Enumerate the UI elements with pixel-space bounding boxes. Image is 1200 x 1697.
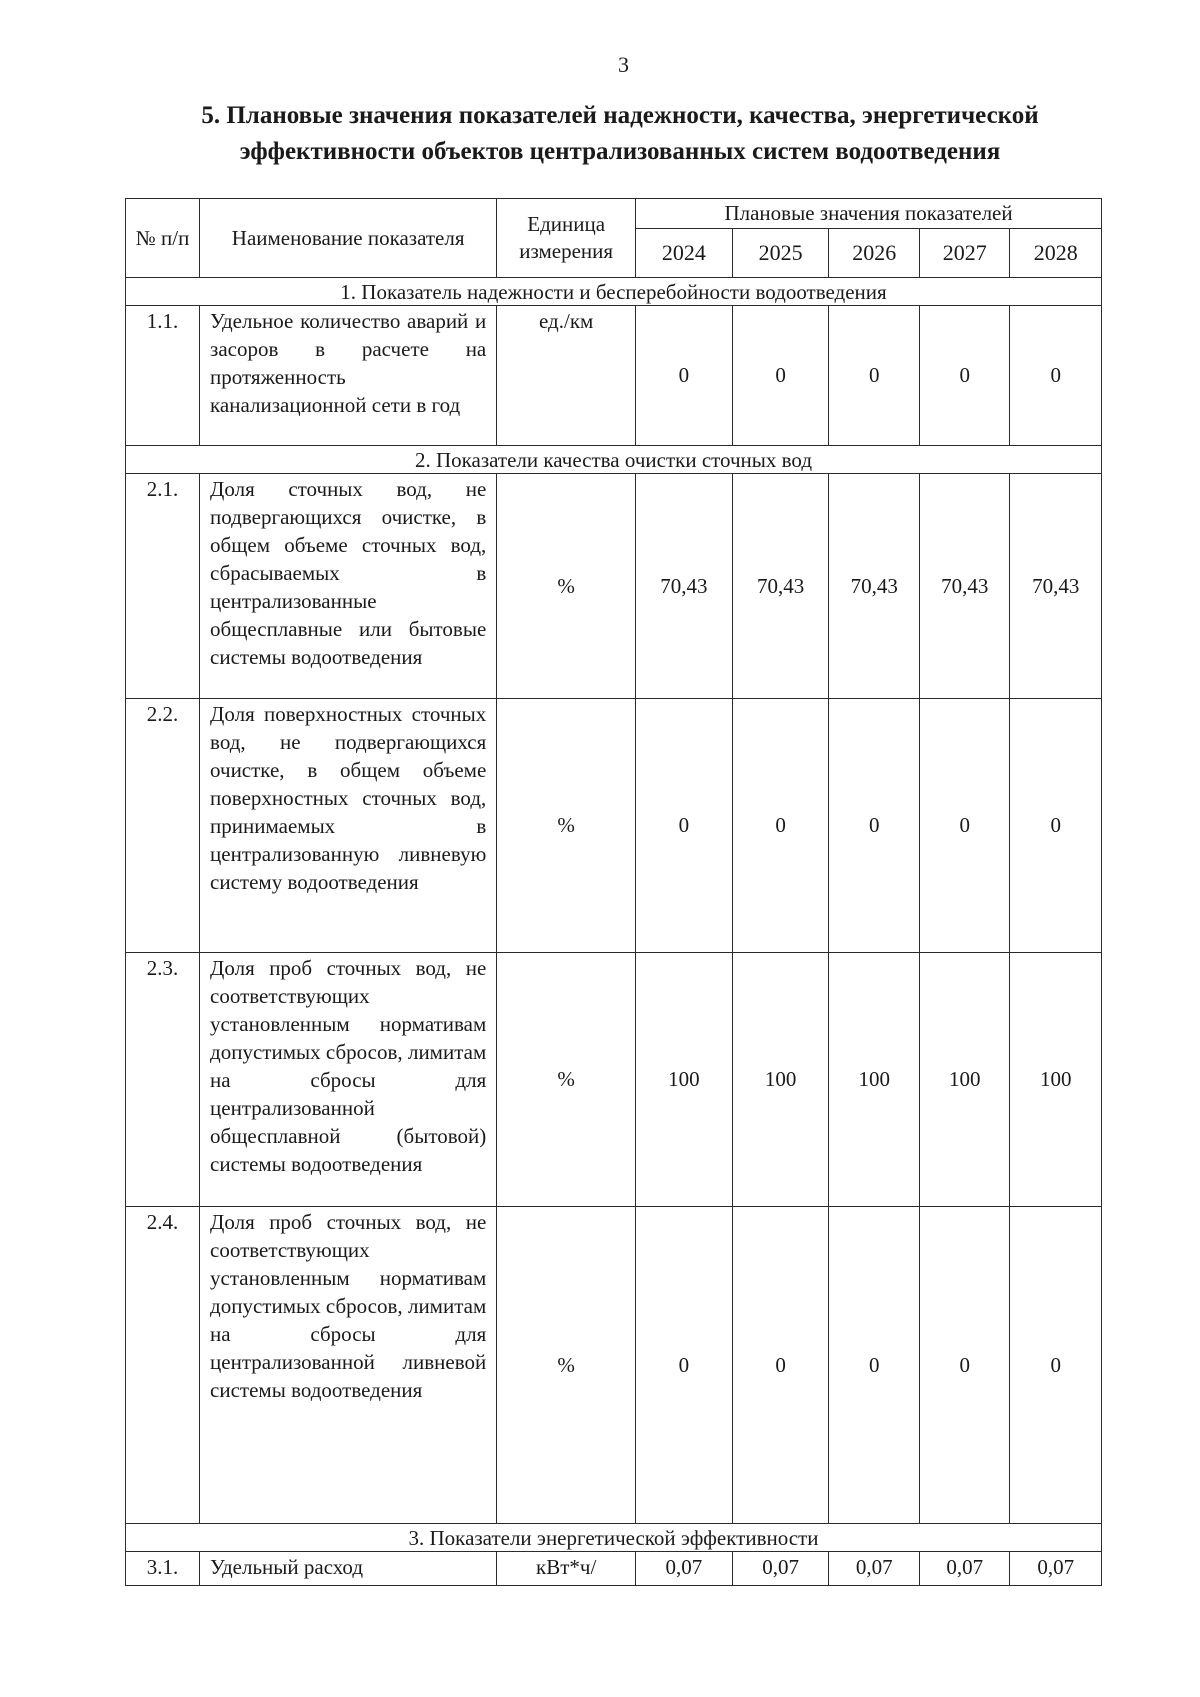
- section-title: 3. Показатели энергетической эффективности: [126, 1524, 1102, 1552]
- value-2026: 0: [829, 306, 920, 446]
- unit-cell: ед./км: [497, 306, 636, 446]
- indicator-name: Доля проб сточных вод, не соответствующих установленным нормативам допустимых сбросов, лимитам на сбросы для централизованной общесплавной (бытовой) системы водоотведения: [200, 953, 497, 1207]
- section-title: 2. Показатели качества очистки сточных вод: [126, 446, 1102, 474]
- value-2026: 0,07: [829, 1552, 920, 1586]
- value-2025: 0: [732, 1207, 829, 1524]
- table-row: [126, 953, 1102, 1207]
- value-2025: 70,43: [732, 474, 829, 699]
- indicator-name: Удельный расход: [200, 1552, 497, 1586]
- row-number: 2.4.: [126, 1207, 200, 1524]
- value-2027: 0: [919, 306, 1010, 446]
- document-title: [110, 98, 1130, 170]
- value-2028: 0: [1010, 1207, 1102, 1524]
- section-row: [126, 1524, 1102, 1552]
- value-2025: 0: [732, 699, 829, 953]
- section-row: [126, 446, 1102, 474]
- indicator-name: Доля проб сточных вод, не соответствующих установленным нормативам допустимых сбросов, лимитам на сбросы для централизованной ливневой системы водоотведения: [200, 1207, 497, 1524]
- header-row-1: [126, 199, 1102, 229]
- value-2025: 0: [732, 306, 829, 446]
- indicator-name: Доля сточных вод, не подвергающихся очистке, в общем объеме сточных вод, сбрасываемых в централизованные общесплавные или бытовые системы водоотведения: [200, 474, 497, 699]
- value-2027: 0,07: [919, 1552, 1010, 1586]
- value-2028: 0,07: [1010, 1552, 1102, 1586]
- header-year-2024: 2024: [636, 229, 733, 278]
- value-2028: 70,43: [1010, 474, 1102, 699]
- table-row: [126, 1552, 1102, 1586]
- header-plan: Плановые значения показателей: [636, 199, 1102, 229]
- value-2027: 100: [919, 953, 1010, 1207]
- value-2027: 0: [919, 699, 1010, 953]
- title-line-2: эффективности объектов централизованных систем водоотведения: [239, 138, 1001, 165]
- value-2026: 0: [829, 699, 920, 953]
- header-num: № п/п: [126, 199, 200, 278]
- row-number: 3.1.: [126, 1552, 200, 1586]
- value-2024: 0: [636, 699, 733, 953]
- table-row: [126, 306, 1102, 446]
- row-number: 2.2.: [126, 699, 200, 953]
- header-year-2027: 2027: [919, 229, 1010, 278]
- title-line-1: 5. Плановые значения показателей надежности, качества, энергетической: [201, 102, 1039, 129]
- table-row: [126, 474, 1102, 699]
- indicator-name: Доля поверхностных сточных вод, не подвергающихся очистке, в общем объеме поверхностных сточных вод, принимаемых в централизованную ливневую систему водоотведения: [200, 699, 497, 953]
- header-name: Наименование показателя: [200, 199, 497, 278]
- unit-cell: %: [497, 699, 636, 953]
- unit-cell: %: [497, 1207, 636, 1524]
- section-row: [126, 278, 1102, 306]
- value-2025: 100: [732, 953, 829, 1207]
- value-2024: 70,43: [636, 474, 733, 699]
- header-year-2028: 2028: [1010, 229, 1102, 278]
- indicators-table: [125, 198, 1102, 1586]
- page-number: 3: [618, 52, 629, 77]
- value-2027: 70,43: [919, 474, 1010, 699]
- value-2026: 0: [829, 1207, 920, 1524]
- table-row: [126, 699, 1102, 953]
- unit-cell: %: [497, 474, 636, 699]
- unit-cell: кВт*ч/: [497, 1552, 636, 1586]
- value-2026: 70,43: [829, 474, 920, 699]
- value-2027: 0: [919, 1207, 1010, 1524]
- value-2028: 0: [1010, 306, 1102, 446]
- row-number: 2.1.: [126, 474, 200, 699]
- row-number: 1.1.: [126, 306, 200, 446]
- header-unit: Единица измерения: [497, 199, 636, 278]
- table-row: [126, 1207, 1102, 1524]
- header-year-2026: 2026: [829, 229, 920, 278]
- value-2028: 0: [1010, 699, 1102, 953]
- header-year-2025: 2025: [732, 229, 829, 278]
- unit-cell: %: [497, 953, 636, 1207]
- section-title: 1. Показатель надежности и бесперебойности водоотведения: [126, 278, 1102, 306]
- value-2026: 100: [829, 953, 920, 1207]
- value-2024: 100: [636, 953, 733, 1207]
- value-2024: 0,07: [636, 1552, 733, 1586]
- value-2028: 100: [1010, 953, 1102, 1207]
- value-2024: 0: [636, 306, 733, 446]
- indicator-name: Удельное количество аварий и засоров в расчете на протяженность канализационной сети в год: [200, 306, 497, 446]
- value-2024: 0: [636, 1207, 733, 1524]
- row-number: 2.3.: [126, 953, 200, 1207]
- value-2025: 0,07: [732, 1552, 829, 1586]
